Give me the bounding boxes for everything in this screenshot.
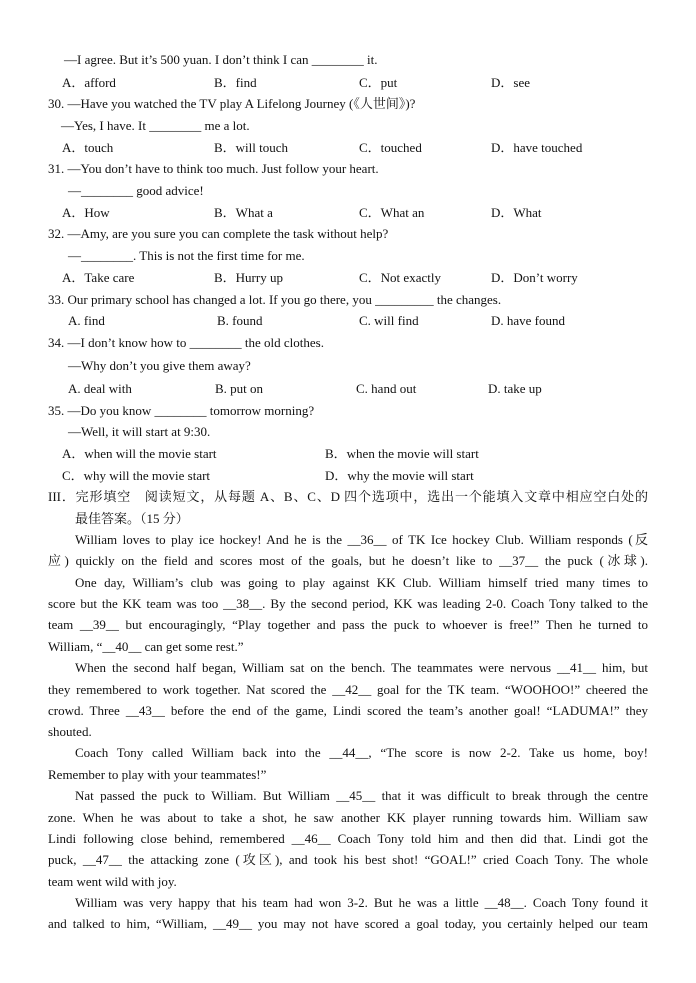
option-a: A．when will the movie start — [62, 446, 217, 461]
option-c: C．Not exactly — [359, 270, 441, 285]
passage-line: One day, William’s club was going to play against KK Club. William himself tried many times to — [75, 575, 648, 590]
option-c: C．why will the movie start — [62, 468, 211, 483]
option-b: B. found — [217, 313, 263, 328]
option-d: D．What — [491, 205, 542, 220]
passage-line: Remember to play with your teammates!” — [48, 767, 267, 782]
option-b: B．when the movie will start — [325, 446, 479, 461]
option-c: C．What an — [359, 205, 425, 220]
option-b: B．Hurry up — [214, 270, 283, 285]
question-line: 32. —Amy, are you sure you can complete the task without help? — [48, 226, 389, 241]
option-c: C. hand out — [356, 381, 417, 396]
option-b: B. put on — [215, 381, 264, 396]
question-line: —Well, it will start at 9:30. — [68, 424, 211, 439]
option-a: A. find — [68, 313, 105, 328]
option-d: D．see — [491, 75, 530, 90]
passage-line: team __39__ but encouragingly, “Play together and pass the puck to whoever is free!” Then he turned to — [48, 617, 648, 632]
passage-line: Nat passed the puck to William. But William __45__ that it was difficult to break through the centre — [75, 788, 648, 803]
question-line: 31. —You don’t have to think too much. Just follow your heart. — [48, 161, 379, 176]
option-c: C. will find — [359, 313, 419, 328]
option-d: D．Don’t worry — [491, 270, 578, 285]
question-line: 30. —Have you watched the TV play A Lifelong Journey (《人世间》)? — [48, 96, 416, 111]
option-d: D. have found — [491, 313, 566, 328]
option-c: C．put — [359, 75, 398, 90]
option-a: A. deal with — [68, 381, 132, 396]
passage-line: crowd. Three __43__ before the end of the game, Lindi scored the team’s another goal! “LADUMA!” they — [48, 703, 648, 718]
option-d: D．have touched — [491, 140, 583, 155]
passage-line: shouted. — [48, 724, 92, 739]
question-line: —________. This is not the first time for me. — [68, 248, 305, 263]
question-line: 33. Our primary school has changed a lot. If you go there, you _________ the changes. — [48, 292, 502, 307]
passage-line: Coach Tony called William back into the __44__, “The score is now 2-2. Take us home, boy! — [75, 745, 648, 760]
passage-line: team went wild with joy. — [48, 874, 177, 889]
passage-line: zone. When he was about to take a shot, he saw another KK player running towards him. William saw — [48, 810, 648, 825]
question-line: —________ good advice! — [68, 183, 204, 198]
option-a: A．touch — [62, 140, 114, 155]
passage-line: William, “__40__ can get some rest.” — [48, 639, 244, 654]
question-line: —Why don’t you give them away? — [68, 358, 251, 373]
option-a: A．afford — [62, 75, 116, 90]
option-d: D．why the movie will start — [325, 468, 474, 483]
question-line: 34. —I don’t know how to ________ the old clothes. — [48, 335, 324, 350]
option-a: A．Take care — [62, 270, 135, 285]
question-line: —Yes, I have. It ________ me a lot. — [61, 118, 250, 133]
passage-line: William loves to play ice hockey! And he is the __36__ of TK Ice hockey Club. William responds (反 — [75, 532, 648, 547]
passage-line: score but the KK team was too __38__. By the second period, KK was leading 2-0. Coach Tony talked to the — [48, 596, 648, 611]
passage-line: and talked to him, “William, __49__ you may not have scored a goal today, you certainly helped our team — [48, 916, 648, 931]
passage-line: Lindi following close behind, remembered __46__ Coach Tony told him and then did that. Lindi got the — [48, 831, 648, 846]
passage-line: 应) quickly on the field and scores most of the goals, but he doesn’t like to __37__ the puck (冰球). — [48, 553, 648, 568]
question-line: —I agree. But it’s 500 yuan. I don’t think I can ________ it. — [64, 52, 378, 67]
option-b: B．find — [214, 75, 257, 90]
passage-line: they remembered to work together. Nat scored the __42__ goal for the TK team. “WOOHOO!” cheered the — [48, 682, 648, 697]
option-b: B．What a — [214, 205, 273, 220]
passage-line: puck, __47__ the attacking zone (攻区), and took his best shot! “GOAL!” cried Coach Tony. The whole — [48, 852, 648, 867]
question-line: 35. —Do you know ________ tomorrow morning? — [48, 403, 315, 418]
option-a: A．How — [62, 205, 110, 220]
option-b: B．will touch — [214, 140, 289, 155]
section-heading: III．完形填空 阅读短文，从每题 A、B、C、D 四个选项中，选出一个能填入文章中相应空白处的 — [48, 489, 648, 504]
passage-line: William was very happy that his team had won 3-2. But he was a little __48__. Coach Tony found it — [75, 895, 648, 910]
passage-line: When the second half began, William sat on the bench. The teammates were nervous __41__ him, but — [75, 660, 648, 675]
section-heading-line2: 最佳答案。（15 分） — [75, 511, 189, 526]
option-c: C．touched — [359, 140, 422, 155]
option-d: D. take up — [488, 381, 542, 396]
